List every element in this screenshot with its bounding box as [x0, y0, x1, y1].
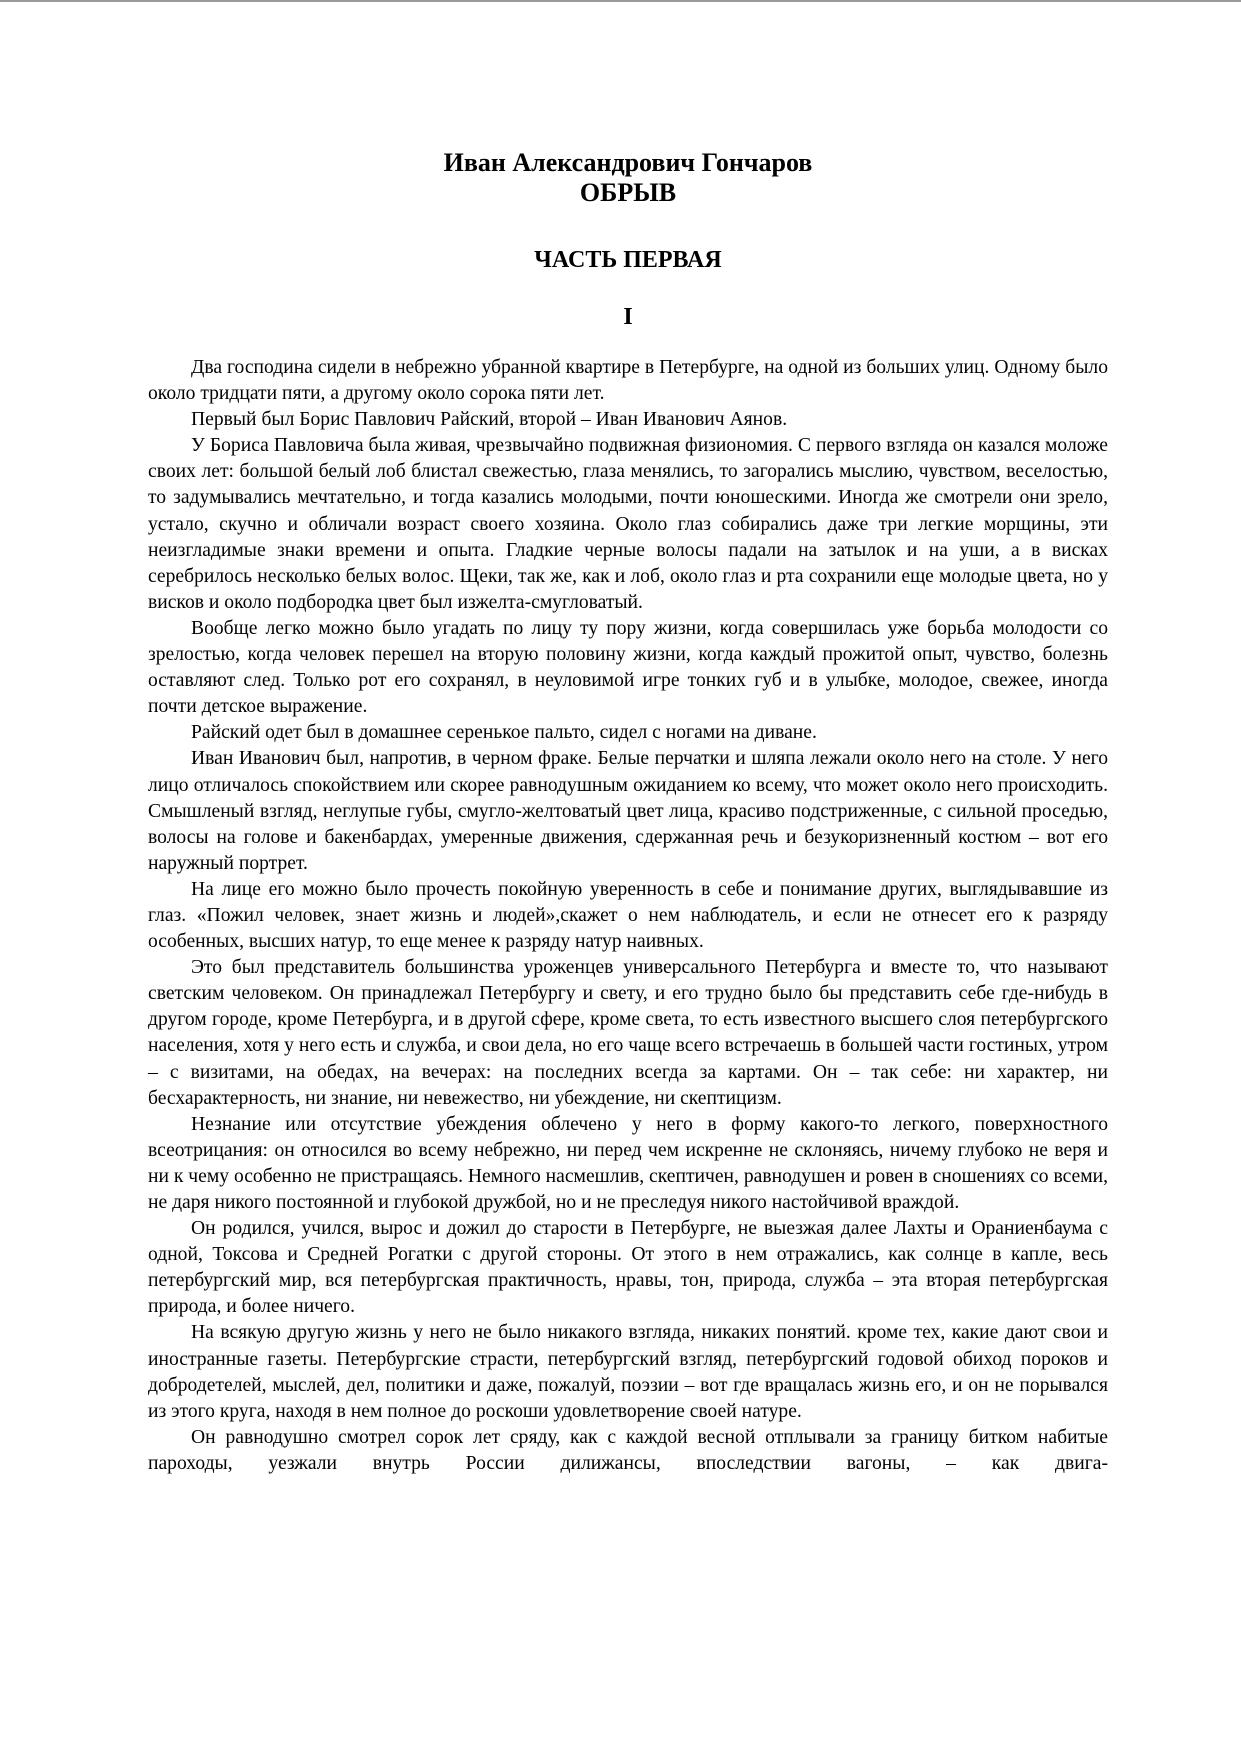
paragraph: Вообще легко можно было угадать по лицу ту пору жизни, когда совершилась уже борьба молодости со зрелостью, когда человек перешел на вторую половину жизни, когда каждый прожитой опыт, чувство, болезнь оставляют след. Только рот его сохранял, в неуловимой игре тонких губ и в улыбке, молодое, свежее, иногда почти детское выражение. — [148, 617, 1108, 718]
author-name: Иван Александрович Гончаров — [443, 148, 813, 177]
chapter-heading: I — [623, 304, 633, 330]
book-title: ОБРЫВ — [579, 178, 677, 207]
paragraph: Иван Иванович был, напротив, в черном фраке. Белые перчатки и шляпа лежали около него на столе. У него лицо отличалось спокойствием или скорее равнодушным ожиданием ко всему, что может около него происходить. Смышленый взгляд, неглупые губы, смугло-желтоватый цвет лица, красиво подстриженные, с сильной проседью, волосы на голове и бакенбардах, умеренные движения, сдержанная речь и безукоризненный костюм – вот его наружный портрет. — [148, 748, 1108, 874]
paragraph: Райский одет был в домашнее серенькое пальто, сидел с ногами на диване. — [191, 722, 817, 744]
paragraph: Он равнодушно смотрел сорок лет сряду, как с каждой весной отплывали за границу битком набитые пароходы, уезжали внутрь России дилижансы, впоследствии вагоны, – как двига- — [148, 1426, 1108, 1474]
part-heading: ЧАСТЬ ПЕРВАЯ — [534, 247, 722, 273]
paragraph: Два господина сидели в небрежно убранной квартире в Петербурге, на одной из больших улиц. Одному было около тридцати пяти, а другому около сорока пяти лет. — [148, 357, 1108, 405]
paragraph: Это был представитель большинства уроженцев универсального Петербурга и вместе то, что называют светским человеком. Он принадлежал Петербургу и свету, и его трудно было бы представить себе где-нибудь в другом городе, кроме Петербурга, и в другой сфере, кроме света, то есть известного высшего слоя петербургского населения, хотя у него есть и служба, и свои дела, но его чаще всего встречаешь в большей части гостиных, утром – с визитами, на обедах, на вечерах: на последних всегда за картами. Он – так себе: ни характер, ни бесхарактерность, ни знание, ни невежество, ни убеждение, ни скептицизм. — [148, 957, 1108, 1109]
document-page — [148, 148, 1108, 1477]
paragraph: Незнание или отсутствие убеждения облечено у него в форму какого-то легкого, поверхностного всеотрицания: он относился во всему небрежно, ни перед чем искренне не склоняясь, ничему глубоко не веря и ни к чему особенно не пристращаясь. Немного насмешлив, скептичен, равнодушен и ровен в сношениях со всеми, не даря никого постоянной и глубокой дружбой, но и не преследуя никого настойчивой враждой. — [148, 1113, 1108, 1213]
paragraph: Первый был Борис Павлович Райский, второй – Иван Иванович Аянов. — [191, 409, 788, 431]
paragraph: На лице его можно было прочесть покойную уверенность в себе и понимание других, выглядывавшие из глаз. «Пожил человек, знает жизнь и людей»,скажет о нем наблюдатель, и если не отнесет его к разряду особенных, высших натур, то еще менее к разряду натур наивных. — [148, 878, 1108, 953]
paragraph: Он родился, учился, вырос и дожил до старости в Петербурге, не выезжая далее Лахты и Ораниенбаума с одной, Токсова и Средней Рогатки с другой стороны. От этого в нем отражались, как солнце в капле, весь петербургский мир, вся петербургская практичность, нравы, тон, природа, служба – эта вторая петербургская природа, и более ничего. — [148, 1218, 1108, 1318]
body-text — [148, 355, 1108, 1477]
paragraph: У Бориса Павловича была живая, чрезвычайно подвижная физиономия. С первого взгляда он казался моложе своих лет: большой белый лоб блистал свежестью, глаза менялись, то загорались мыслию, чувством, веселостью, то задумывались мечтательно, и тогда казались молодыми, почти юношескими. Иногда же смотрели они зрело, устало, скучно и обличали возраст своего хозяина. Около глаз собирались даже три легкие морщины, эти неизгладимые знаки времени и опыта. Гладкие черные волосы падали на затылок и на уши, а в висках серебрилось несколько белых волос. Щеки, так же, как и лоб, около глаз и рта сохранили еще молодые цвета, но у висков и около подбородка цвет был изжелта-смугловатый. — [148, 435, 1108, 613]
paragraph: На всякую другую жизнь у него не было никакого взгляда, никаких понятий. кроме тех, какие дают свои и иностранные газеты. Петербургские страсти, петербургский взгляд, петербургский годовой обиход пороков и добродетелей, мыслей, дел, политики и даже, пожалуй, поэзии – вот где вращалась жизнь его, и он не порывался из этого круга, находя в нем полное до роскоши удовлетворение своей натуре. — [148, 1322, 1108, 1422]
page-top-rule — [0, 0, 1241, 2]
